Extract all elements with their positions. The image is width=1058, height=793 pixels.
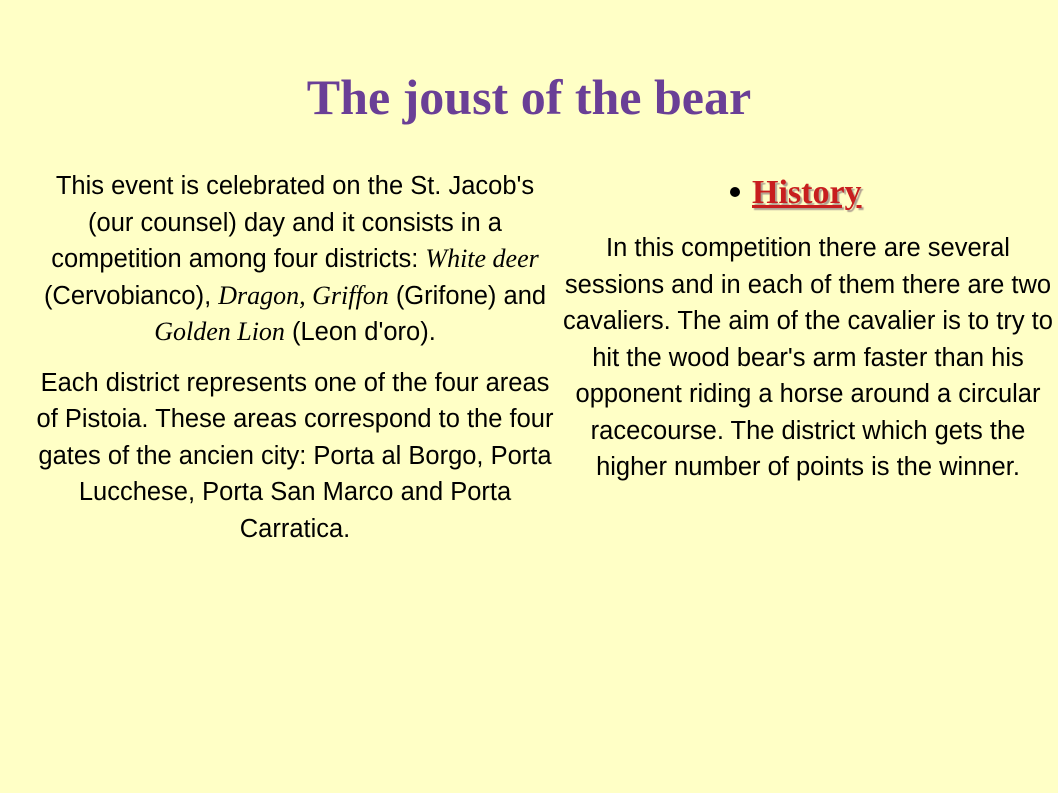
districts-paragraph: Each district represents one of the four areas of Pistoia. These areas correspond to the four gates of the ancien city: Porta al Borgo, Porta Lucchese, Porta San Marco and Porta Carratica.	[36, 368, 554, 543]
intro-text-2: (Cervobianco),	[43, 281, 219, 310]
bullet-icon	[730, 187, 740, 197]
history-link[interactable]: History	[752, 174, 862, 211]
intro-text-4: (Leon d'oro).	[284, 318, 436, 346]
intro-paragraph	[30, 168, 560, 351]
right-column	[558, 168, 1058, 486]
intro-text-3: (Grifone) and	[388, 281, 547, 310]
slide-title: The joust of the bear	[306, 69, 752, 125]
district-dragon-griffon: Dragon, Griffon	[218, 280, 389, 310]
district-golden-lion: Golden Lion	[154, 317, 285, 346]
competition-paragraph: In this competition there are several sessions and in each of them there are two cavaliers. The aim of the cavalier is to try to hit the wood bear's arm faster than his opponent riding a horse around a circular racecourse. The district which gets the higher number of points is the winner.	[563, 234, 1053, 481]
intro-text-1: This event is celebrated on the St. Jacob's (our counsel) day and it consists in a competition among four districts:	[51, 172, 535, 273]
district-white-deer: White deer	[425, 244, 539, 273]
history-bullet-item	[558, 168, 1058, 218]
left-column	[30, 168, 560, 561]
